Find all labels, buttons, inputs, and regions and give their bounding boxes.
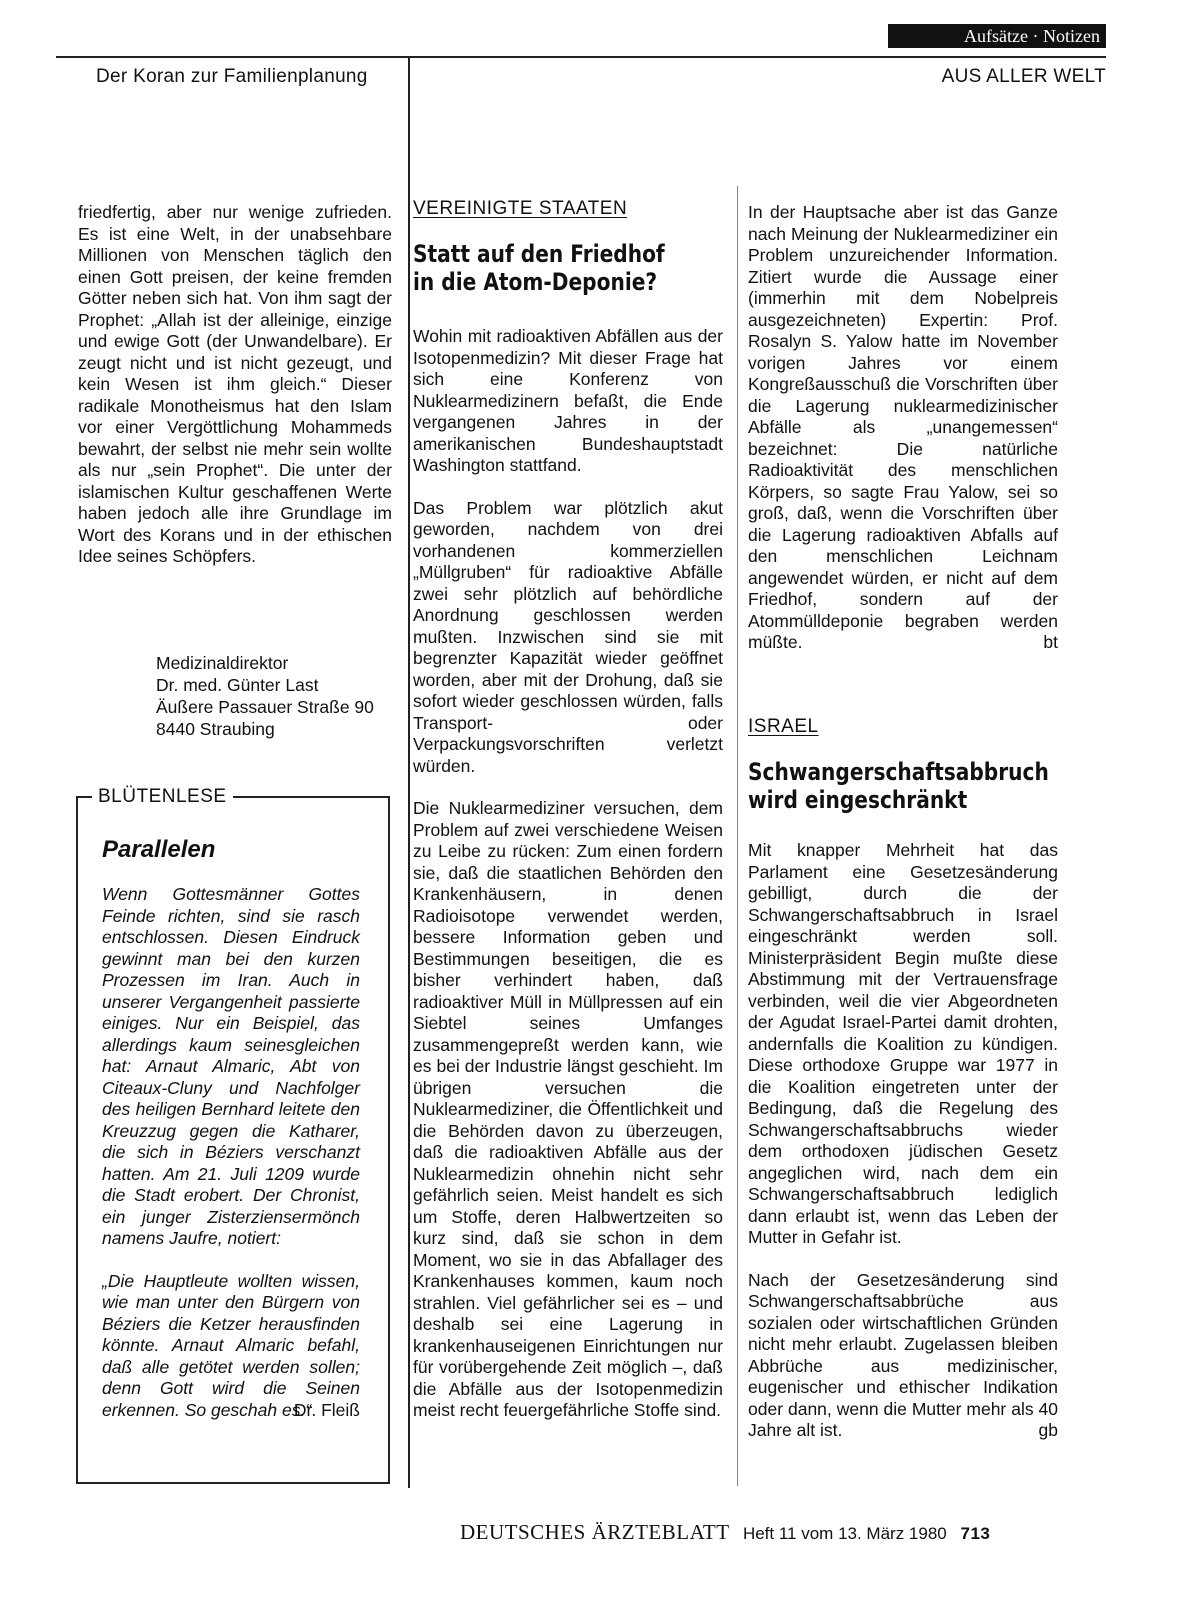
middle-paragraph-3: Die Nuklearmediziner versuchen, dem Problem auf zwei verschiedene Weisen zu Leibe zu rücken: Zum einen fordern sie, daß die staatlichen Behörden den Krankenhäusern, in denen Radioisotope verwendet werden, bessere Information geben und Bestimmungen beseitigen, die es bisher verhindert haben, daß radioaktiver Müll in Müllpressen auf ein Siebtel seines Umfanges zusammengepreßt werden kann, wie es bei der Industrie längst geschieht. Im übrigen versuchen die Nuklearmediziner, die Öffentlichkeit und die Behörden davon zu überzeugen, daß die radioaktiven Abfälle aus der Nuklearmedizin ohnehin nicht sehr gefährlich seien. Meist handelt es sich um Stoffe, deren Halbwertzeiten so kurz sind, daß sie schon in dem Moment, wo sie in das Abfallager des Krankenhauses kommen, kaum noch strahlen. Viel gefährlicher sei es – und deshalb sei eine Lagerung in krankenhauseigenen Einrichtungen nur für vorübergehende Zeit möglich –, daß die Abfälle aus der Isotopenmedizin meist recht feuergefährliche Stoffe sind. xyxy=(413,798,723,1420)
left-column-paragraph: friedfertig, aber nur wenige zufrieden. Es ist eine Welt, in der unabsehbare Millionen von Menschen täglich den einen Gott preisen, der keine fremden Götter neben sich hat. Von ihm sagt der Prophet: „Allah ist der alleinige, einzige und ewige Gott (der Unwandelbare). Er zeugt nicht und ist nicht gezeugt, und kein Wesen ist ihm gleich.“ Dieser radikale Monotheismus hat den Islam vor einer Vergöttlichung Mohammeds bewahrt, der selbst nie mehr sein wollte als nur „sein Prophet“. Die unter der islamischen Kultur geschaffenen Werte haben jedoch alle ihre Grundlage im Wort des Korans und in der ethischen Idee seines Schöpfers. xyxy=(78,202,392,566)
footer-page-number: 713 xyxy=(960,1524,991,1543)
middle-headline-line1: Statt auf den Friedhof xyxy=(413,240,665,268)
footer-issue: Heft 11 vom 13. März 1980 xyxy=(742,1524,947,1543)
sidebar-box-title: Parallelen xyxy=(102,836,216,863)
middle-kicker: VEREINIGTE STAATEN xyxy=(413,198,628,219)
middle-headline-line2: in die Atom-Deponie? xyxy=(413,268,658,296)
right-paragraph-2-signature: gb xyxy=(1038,1420,1058,1440)
right-continuation-paragraph: In der Hauptsache aber ist das Ganze nach Meinung der Nuklearmediziner ein Problem unzureichender Information. Zitiert wurde die Aussage einer (immerhin mit dem Nobelpreis ausgezeichneten) Expertin: Prof. Rosalyn S. Yalow hatte im November vorigen Jahres vor einem Kongreßausschuß die Vorschriften über die Lagerung nuklearmedizinischer Abfälle als „unangemessen“ bezeichnet: Die natürliche Radioaktivität des menschlichen Körpers, so sagte Frau Yalow, sei so groß, daß, wenn die Vorschriften über die Lagerung radioaktiven Abfalls auf den menschlichen Leichnam angewendet würden, er nicht auf dem Friedhof, sondern auf der Atommülldeponie begraben werden müßte. xyxy=(748,202,1058,652)
right-column-text xyxy=(748,840,1058,1442)
header-rule xyxy=(56,56,1106,58)
right-paragraph-1: Mit knapper Mehrheit hat das Parlament eine Gesetzesänderung gebilligt, durch die der Schwangerschaftsabbruch in Israel eingeschränkt werden soll. Ministerpräsident Begin mußte diese Abstimmung mit der Vertrauensfrage verbinden, weil die vier Abgeordneten der Agudat Israel-Partei damit drohten, andernfalls die Koalition zu kündigen. Diese orthodoxe Gruppe war 1977 in die Koalition eingetreten unter der Bedingung, daß die Regelung des Schwangerschaftsabbruchs wieder dem orthodoxen jüdischen Gesetz angeglichen wird, nach dem ein Schwangerschaftsabbruch lediglich dann erlaubt ist, wenn das Leben der Mutter in Gefahr ist. xyxy=(748,840,1058,1247)
sidebar-box-text xyxy=(102,884,360,1422)
right-column-continuation xyxy=(748,202,1058,654)
author-city: 8440 Straubing xyxy=(156,719,275,739)
right-headline-line1: Schwangerschaftsabbruch xyxy=(748,758,1049,786)
sidebar-signature: Dr. Fleiß xyxy=(293,1400,360,1420)
sidebar-quote: „Die Hauptleute wollten wissen, wie man unter den Bürgern von Béziers die Ketzer herausfinden könnte. Arnaut Almaric befahl, daß alle getötet werden sollen; denn Gott wird die Seinen erkennen. So geschah es.“ xyxy=(102,1270,360,1420)
middle-headline xyxy=(413,240,713,296)
author-street: Äußere Passauer Straße 90 xyxy=(156,697,374,717)
right-continuation-signature: bt xyxy=(1043,632,1058,652)
left-column-text xyxy=(78,202,392,568)
right-headline xyxy=(748,758,1058,814)
middle-paragraph-2: Das Problem war plötzlich akut geworden, nachdem von drei vorhandenen kommerziellen „Müllgruben“ für radioaktive Abfälle zwei sehr plötzlich auf behördliche Anordnung geschlossen werden mußten. Inzwischen sind sie mit begrenzter Kapazität wieder geöffnet worden, aber mit der Drohung, daß sie sofort wieder geschlossen würden, falls Transport- oder Verpackungsvorschriften verletzt würden. xyxy=(413,497,723,776)
footer xyxy=(460,1520,990,1545)
left-running-head: Der Koran zur Familienplanung xyxy=(96,66,368,87)
author-address xyxy=(156,652,374,740)
right-kicker: ISRAEL xyxy=(748,716,819,737)
middle-column-text xyxy=(413,326,723,1422)
right-paragraph-2: Nach der Gesetzesänderung sind Schwangerschaftsabbrüche aus sozialen oder wirtschaftlichen Gründen nicht mehr erlaubt. Zugelassen bleiben Abbrüche aus medizinischer, eugenischer und ethischer Indikation oder dann, wenn die Mutter mehr als 40 Jahre alt ist. xyxy=(748,1269,1058,1440)
author-name: Dr. med. Günter Last xyxy=(156,675,319,695)
sidebar-paragraph: Wenn Gottesmänner Gottes Feinde richten, sind sie rasch entschlossen. Diesen Eindruck gewinnt man bei den kurzen Prozessen im Iran. Auch in unserer Vergangenheit passierte einiges. Nur ein Beispiel, das allerdings kaum seinesgleichen hat: Arnaut Almaric, Abt von Citeaux-Cluny und Nachfolger des heiligen Bernhard leitete den Kreuzzug gegen die Katharer, die sich in Béziers verschanzt hatten. Am 21. Juli 1209 wurde die Stadt erobert. Der Chronist, ein junger Zisterziensermönch namens Jaufre, notiert: xyxy=(102,884,360,1248)
author-title: Medizinaldirektor xyxy=(156,653,289,673)
right-running-head: AUS ALLER WELT xyxy=(941,66,1106,87)
sidebar-box-label: BLÜTENLESE xyxy=(92,786,233,808)
middle-paragraph-1: Wohin mit radioaktiven Abfällen aus der Isotopenmedizin? Mit dieser Frage hat sich eine Konferenz von Nuklearmedizinern befaßt, die Ende vergangenen Jahres in der amerikanischen Bundeshauptstadt Washington stattfand. xyxy=(413,326,723,475)
column-rule-left xyxy=(408,56,410,1488)
column-rule-right xyxy=(737,186,738,1486)
section-tag: Aufsätze · Notizen xyxy=(888,24,1106,48)
footer-journal: DEUTSCHES ÄRZTEBLATT xyxy=(460,1520,730,1544)
right-headline-line2: wird eingeschränkt xyxy=(748,786,968,814)
